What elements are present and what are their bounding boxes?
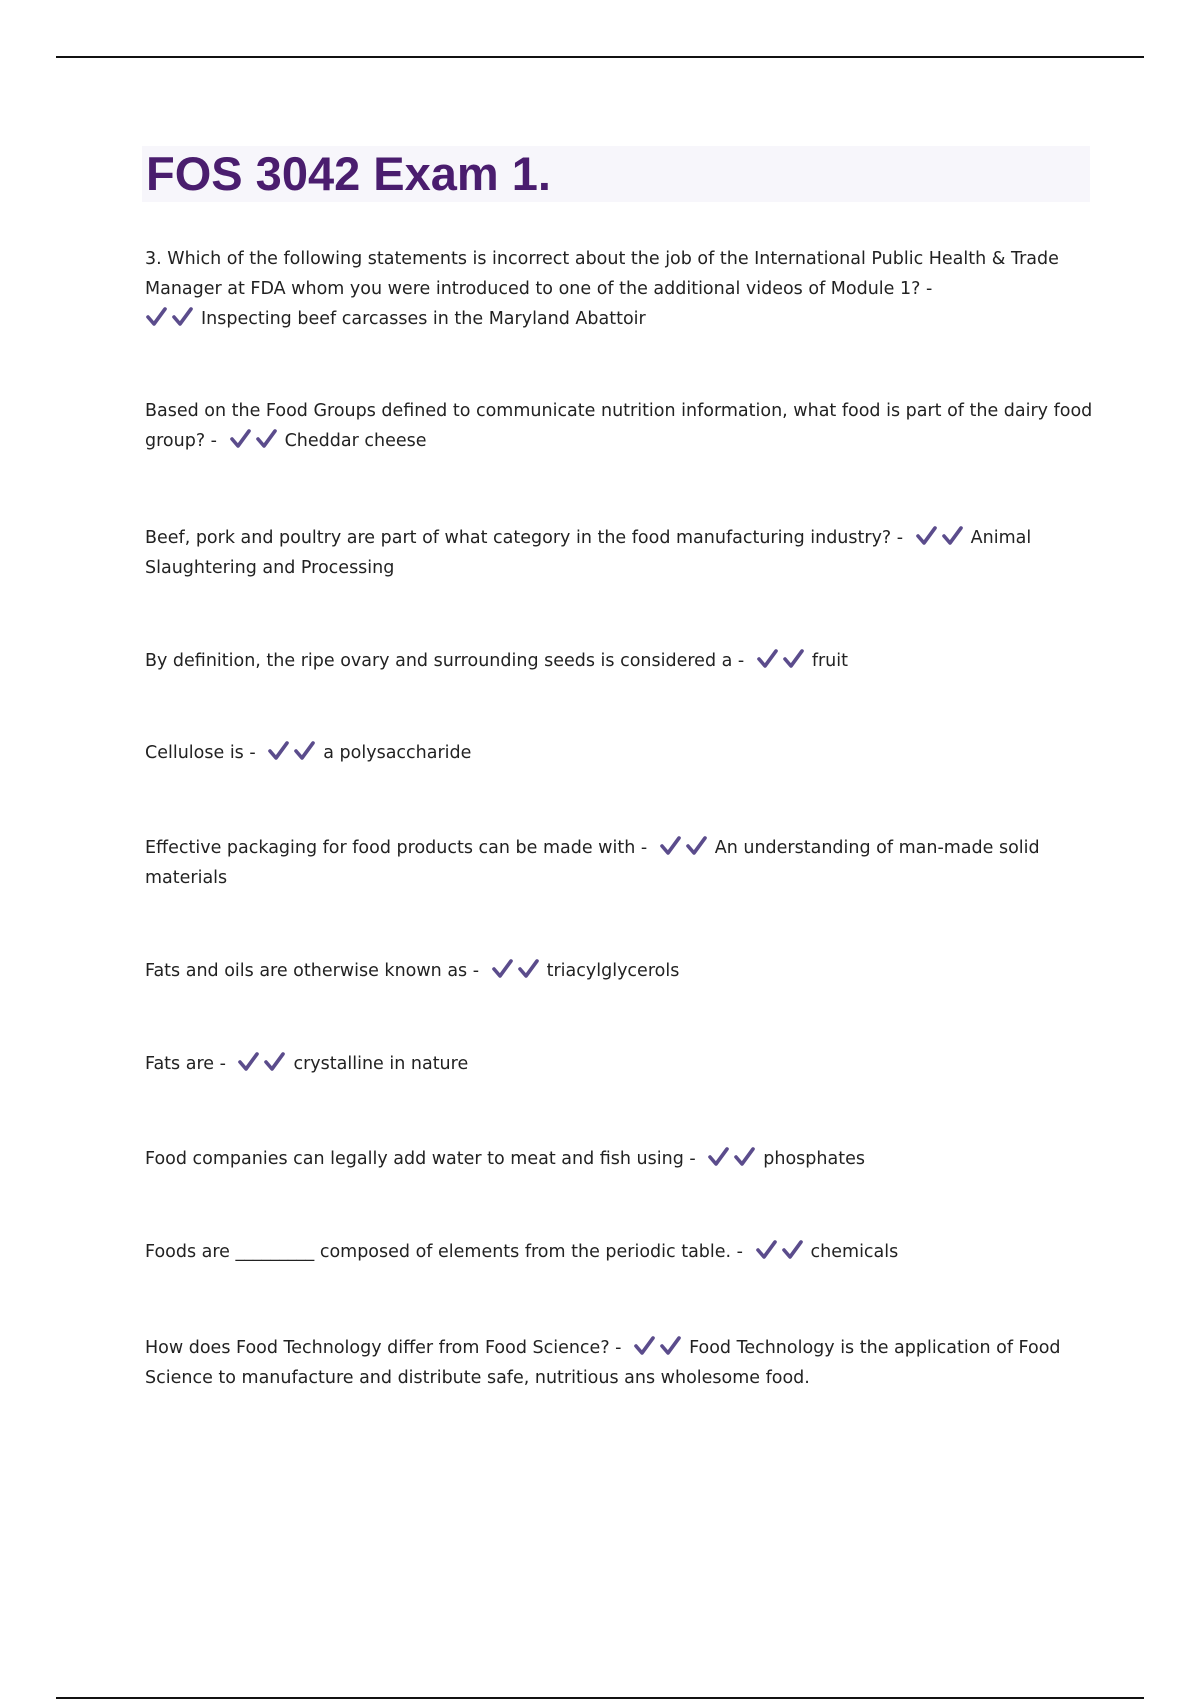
answer-text: phosphates (763, 1149, 865, 1169)
double-check-icon (491, 958, 541, 980)
answer-text: chemicals (810, 1242, 899, 1262)
bottom-rule (56, 1697, 1144, 1699)
question-text: Food companies can legally add water to meat and fish using - (145, 1149, 696, 1169)
question-text: Fats are - (145, 1054, 226, 1074)
question-text: Effective packaging for food products can be made with - (145, 838, 648, 858)
top-rule (56, 56, 1144, 58)
double-check-icon (659, 835, 709, 857)
answer-text: fruit (811, 651, 848, 671)
qa-item (145, 1333, 1095, 1393)
qa-item (145, 646, 1095, 676)
answer-text: Animal Slaughtering and Processing (145, 528, 1032, 578)
qa-item (145, 1049, 1095, 1079)
question-text: Foods are _________ composed of elements from the periodic table. - (145, 1242, 743, 1262)
answer-text: Inspecting beef carcasses in the Maryland Abattoir (201, 309, 646, 329)
qa-item (145, 523, 1095, 583)
double-check-icon (755, 1239, 805, 1261)
question-text: How does Food Technology differ from Food Science? - (145, 1338, 622, 1358)
question-text: By definition, the ripe ovary and surrounding seeds is considered a - (145, 651, 745, 671)
double-check-icon (237, 1051, 287, 1073)
double-check-icon (756, 648, 806, 670)
qa-item (145, 396, 1095, 456)
question-text: 3. Which of the following statements is incorrect about the job of the International Public Health & Trade Manager at FDA whom you were introduced to one of the additional videos of Module 1? - (145, 249, 1059, 299)
double-check-icon (707, 1146, 757, 1168)
answer-text: crystalline in nature (293, 1054, 469, 1074)
answer-text: An understanding of man-made solid materials (145, 838, 1040, 888)
qa-item (145, 244, 1095, 334)
double-check-icon (229, 428, 279, 450)
qa-item (145, 833, 1095, 893)
question-text: Beef, pork and poultry are part of what category in the food manufacturing industry? - (145, 528, 904, 548)
document-title: FOS 3042 Exam 1. (146, 147, 551, 200)
question-text: Fats and oils are otherwise known as - (145, 961, 480, 981)
double-check-icon (267, 740, 317, 762)
double-check-icon (915, 525, 965, 547)
double-check-icon (145, 306, 195, 328)
answer-text: triacylglycerols (546, 961, 680, 981)
qa-item (145, 738, 1095, 768)
qa-item (145, 956, 1095, 986)
question-text: Based on the Food Groups defined to communicate nutrition information, what food is part of the dairy food group? - (145, 401, 1093, 451)
question-text: Cellulose is - (145, 743, 256, 763)
answer-text: Cheddar cheese (284, 431, 427, 451)
qa-item (145, 1144, 1095, 1174)
double-check-icon (633, 1335, 683, 1357)
answer-text: Food Technology is the application of Food Science to manufacture and distribute safe, nutritious ans wholesome food. (145, 1338, 1061, 1388)
answer-text: a polysaccharide (323, 743, 472, 763)
qa-item (145, 1237, 1095, 1267)
